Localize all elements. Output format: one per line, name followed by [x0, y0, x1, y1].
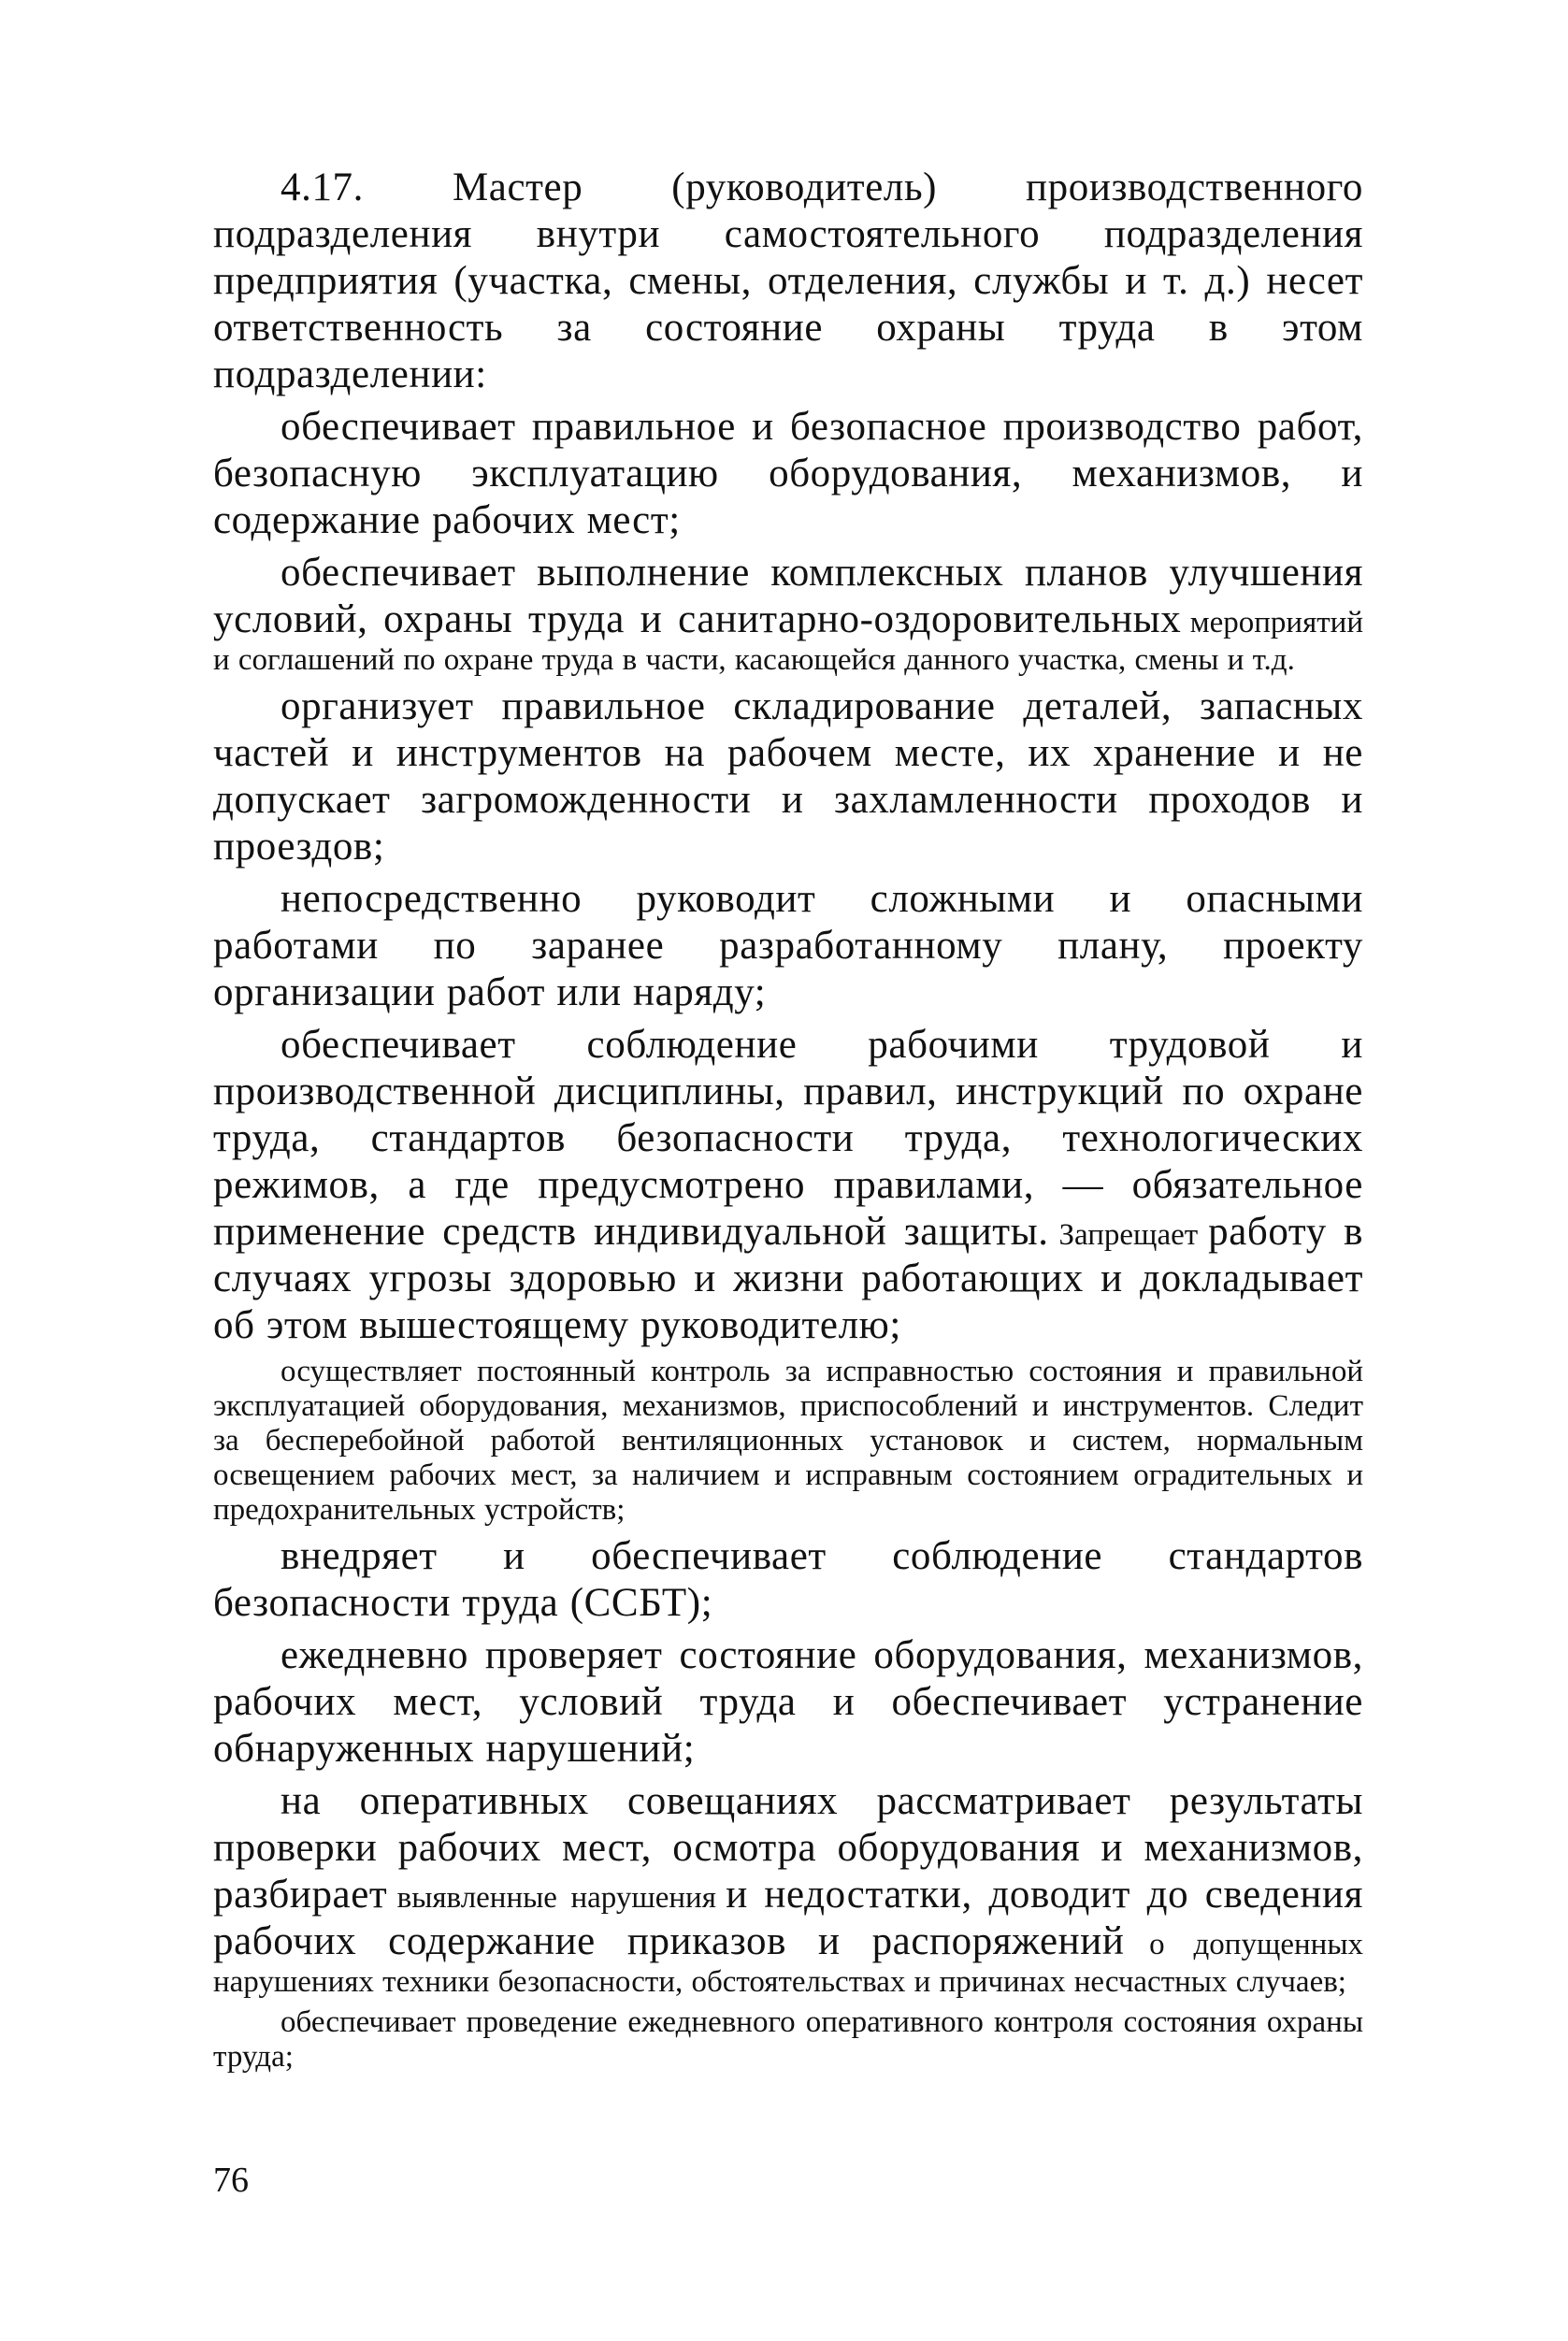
discipline-text: обеспечивает соблюдение рабочими трудовой и производственной дисциплины, правил, инструкций по охране труда, стандартов безопасности труда, технологических режимов, а где предусмотрено правилами, — обязательное применение средств индивидуальной защиты.	[213, 1023, 1363, 1254]
meetings-text-4: о допущенных нарушениях техники безопасности, обстоятельствах и причинах несчастных случаев;	[213, 1928, 1364, 1999]
paragraph-daily-control: обеспечивает проведение ежедневного оперативного контроля состояния охраны труда;	[213, 2005, 1363, 2074]
paragraph-dangerous-work: непосредственно руководит сложными и опасными работами по заранее разработанному плану, проекту организации работ или наряду;	[213, 877, 1363, 1014]
paragraph-control: осуществляет постоянный контроль за исправностью состояния и правильной эксплуатацией оборудования, механизмов, приспособлений и инструментов. Следит за бесперебойной работой вентиляционных установок и систем, нормальным освещением рабочих мест, за наличием и исправным состоянием оградительных и предохранительных устройств;	[213, 1355, 1363, 1527]
page-number: 76	[213, 2161, 249, 2200]
complex-plans-large-text: обеспечивает выполнение комплексных планов улучшения условий, охраны труда и санитарно-оздоровительных	[213, 551, 1363, 641]
paragraph-ssbt: внедряет и обеспечивает соблюдение стандартов безопасности труда (ССБТ);	[213, 1534, 1363, 1625]
complex-plans-small-text: мероприятий и соглашений по охране труда в части, касающейся данного участка, смены и т.д.	[213, 606, 1364, 677]
report-text: работу в случаях угрозы здоровью и жизни работающих и докладывает об этом вышестоящему руководителю;	[213, 1210, 1364, 1347]
paragraph-4-17: 4.17. Мастер (руководитель) производственного подразделения внутри самостоятельного подразделения предприятия (участка, смены, отделения, службы и т. д.) несет ответственность за состояние охраны труда в этом подразделении:	[213, 165, 1363, 396]
meetings-text-2: выявленные нарушения	[396, 1881, 716, 1915]
paragraph-storage: организует правильное складирование деталей, запасных частей и инструментов на рабочем месте, их хранение и не допускает загроможденности и захламленности проходов и проездов;	[213, 684, 1363, 869]
meetings-text-3: и недостатки, доводит до сведения рабочих содержание приказов и распоряжений	[213, 1873, 1364, 1963]
paragraph-complex-plans	[213, 550, 1363, 678]
paragraph-daily-check: ежедневно проверяет состояние оборудования, механизмов, рабочих мест, условий труда и обеспечивает устранение обнаруженных нарушений;	[213, 1633, 1363, 1771]
paragraph-discipline	[213, 1022, 1363, 1349]
body-text	[213, 165, 1363, 2080]
prohibits-text: Запрещает	[1058, 1218, 1199, 1252]
paragraph-meetings	[213, 1778, 1363, 2000]
meetings-text-1: на оперативных совещаниях рассматривает результаты проверки рабочих мест, осмотра оборудования и механизмов, разбирает	[213, 1779, 1363, 1917]
paragraph-ensure-safe-work: обеспечивает правильное и безопасное производство работ, безопасную эксплуатацию оборудования, механизмов, и содержание рабочих мест;	[213, 405, 1363, 542]
